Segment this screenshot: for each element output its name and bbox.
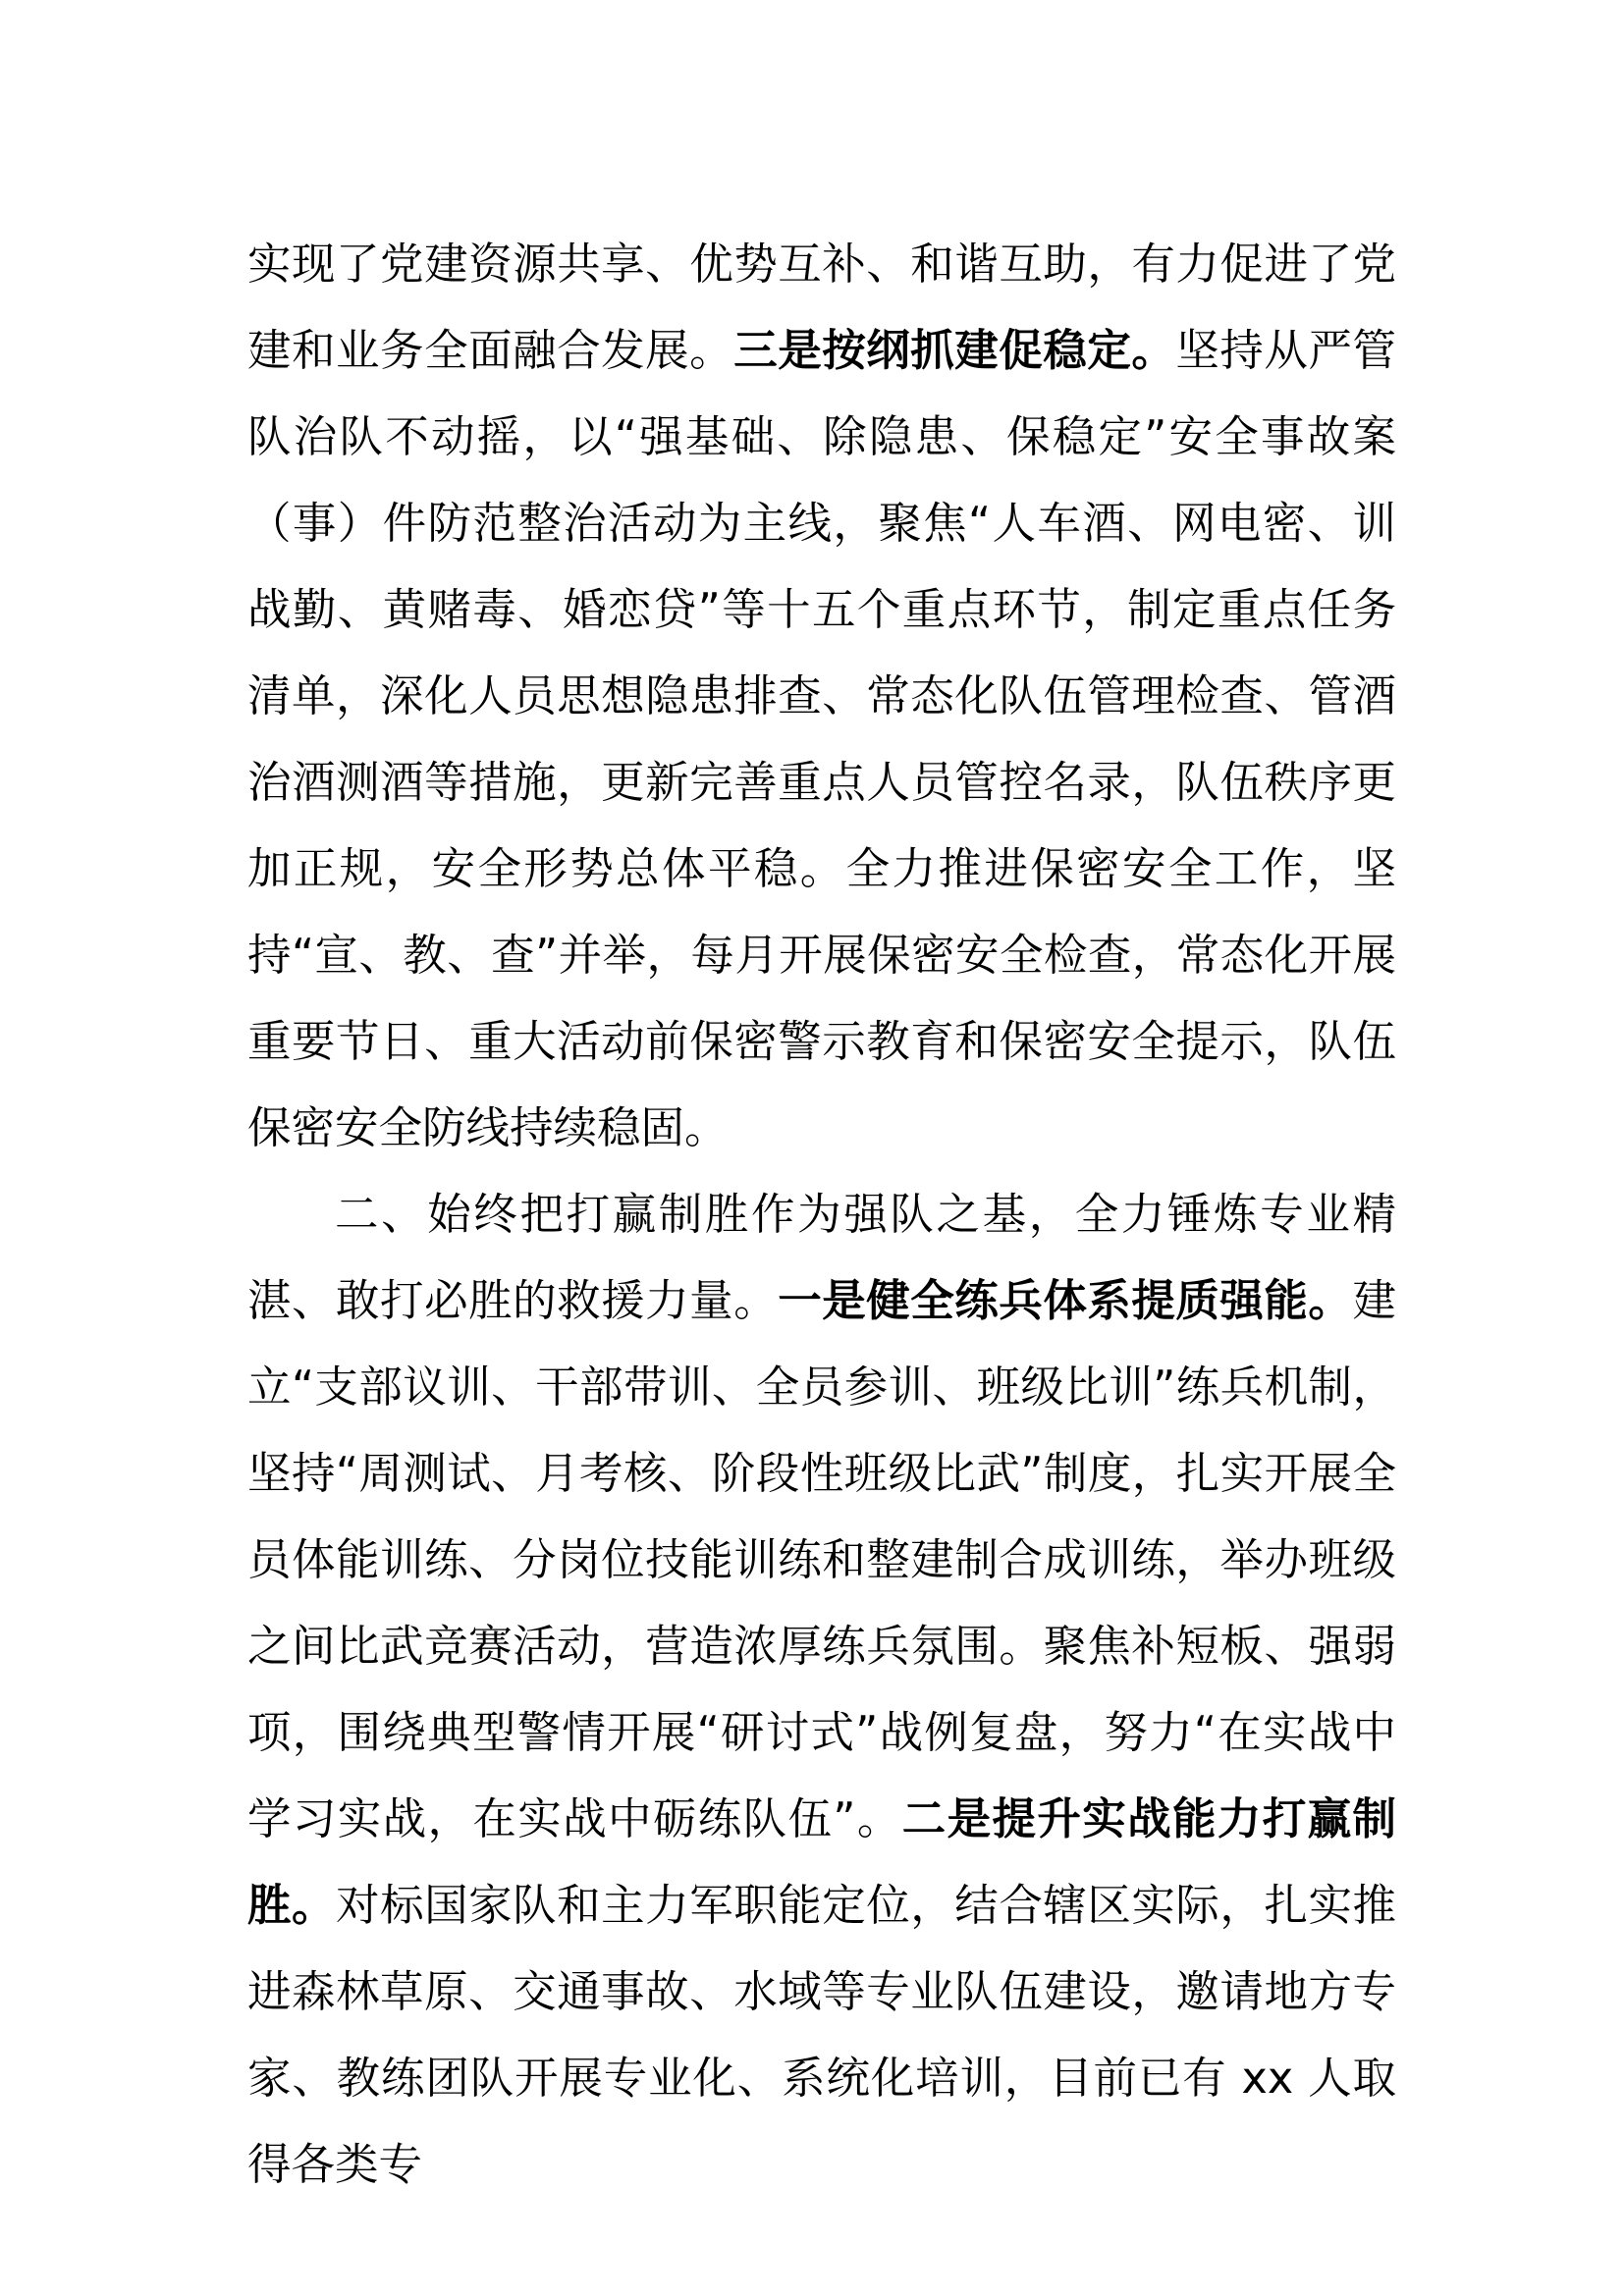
- paragraph-2-body-2: 对标国家队和主力军职能定位，结合辖区实际，扎实推进森林草原、交通事故、水域等专业队伍建设，邀请地方专家、教练团队开展专业化、系统化培训，目前已有 xx 人取得各类专: [247, 1881, 1396, 2190]
- paragraph-2: [247, 1172, 1396, 2209]
- paragraph-1-body: 坚持从严管队治队不动摇，以“强基础、除隐患、保稳定”安全事故案（事）件防范整治活动为主线，聚焦“人车酒、网电密、训战勤、黄赌毒、婚恋贷”等十五个重点环节，制定重点任务清单，深化人员思想隐患排查、常态化队伍管理检查、管酒治酒测酒等措施，更新完善重点人员管控名录，队伍秩序更加正规，安全形势总体平稳。全力推进保密安全工作，坚持“宣、教、查”并举，每月开展保密安全检查，常态化开展重要节日、重大活动前保密警示教育和保密安全提示，队伍保密安全防线持续稳固。: [247, 326, 1396, 1153]
- paragraph-2-bold-heading-2: 二是提升实战能力打赢制胜。: [247, 1794, 1396, 1931]
- paragraph-1-text: 实现了党建资源共享、优势互补、和谐互助，有力促进了党建和业务全面融合发展。: [247, 240, 1396, 376]
- paragraph-1: [247, 222, 1396, 1172]
- paragraph-2-intro: 二、始终把打赢制胜作为强队之基，全力锤炼专业精湛、敢打必胜的救援力量。: [247, 1190, 1396, 1326]
- paragraph-2-body-1: 建立“支部议训、干部带训、全员参训、班级比训”练兵机制，坚持“周测试、月考核、阶段性班级比武”制度，扎实开展全员体能训练、分岗位技能训练和整建制合成训练，举办班级之间比武竞赛活动，营造浓厚练兵氛围。聚焦补短板、强弱项，围绕典型警情开展“研讨式”战例复盘，努力“在实战中学习实战，在实战中砺练队伍”。: [247, 1276, 1396, 1844]
- paragraph-2-bold-heading-1: 一是健全练兵体系提质强能。: [778, 1276, 1353, 1326]
- paragraph-1-bold-heading: 三是按纲抓建促稳定。: [733, 326, 1176, 376]
- document-page: [247, 222, 1396, 2209]
